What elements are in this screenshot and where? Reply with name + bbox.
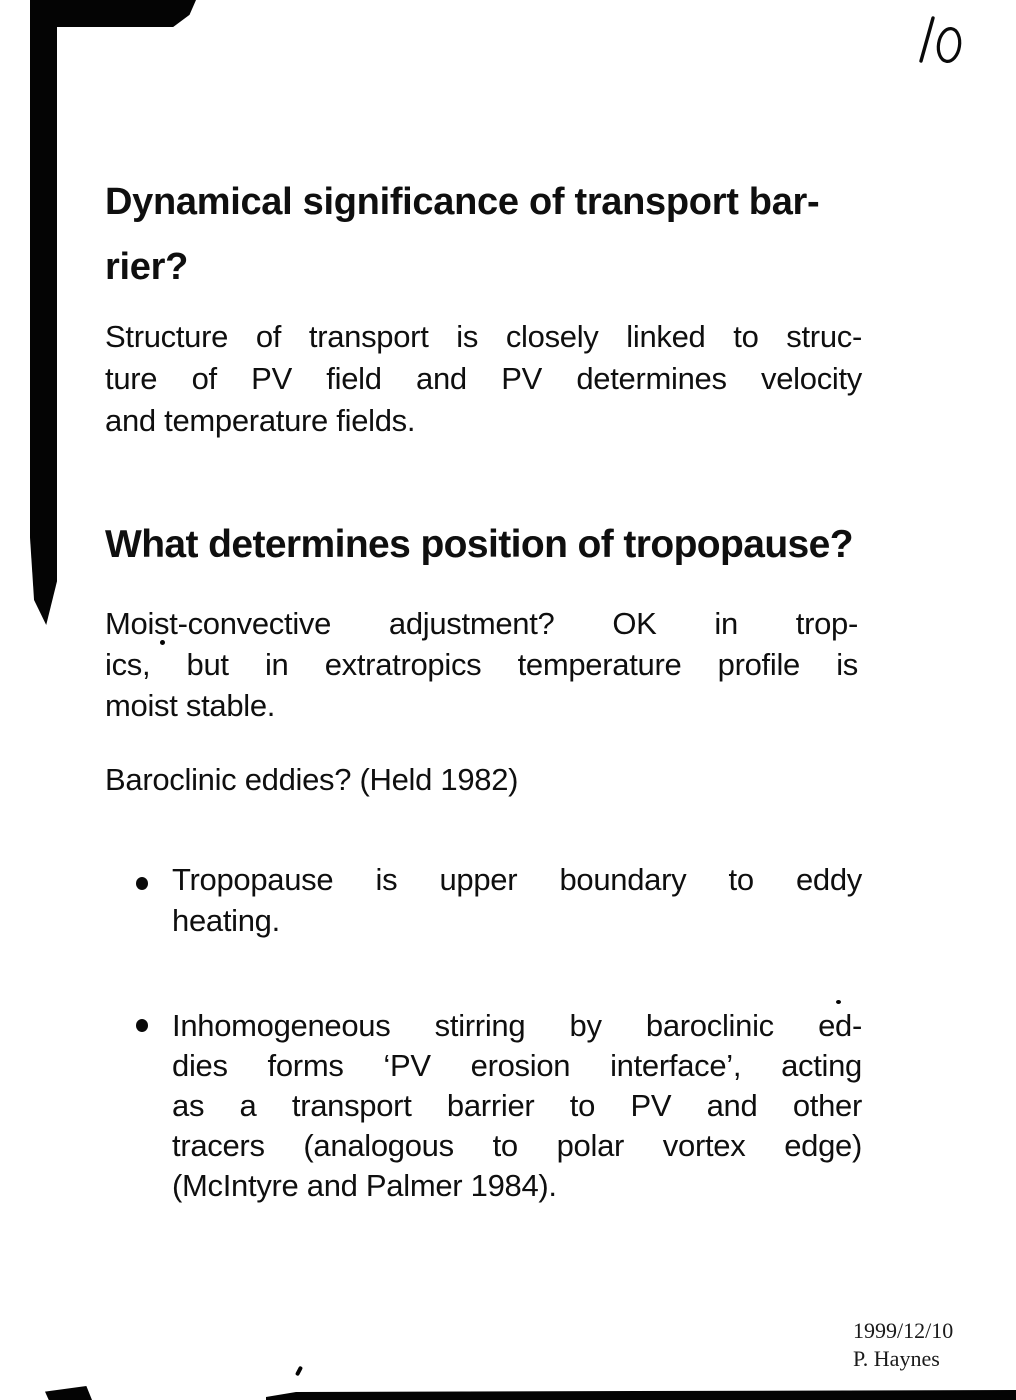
handwritten-page-number	[912, 14, 970, 75]
scan-artifact-speck	[295, 1366, 303, 1377]
scan-artifact-left-bar	[30, 0, 57, 625]
text-line: moist stable.	[105, 688, 276, 723]
paragraph-moist-convective	[105, 603, 858, 726]
footer-date: 1999/12/10	[853, 1318, 954, 1343]
paragraph-baroclinic-eddies: Baroclinic eddies? (Held 1982)	[105, 762, 519, 797]
paragraph-structure-of-transport	[105, 316, 862, 442]
scan-artifact-top-bar	[33, 0, 196, 27]
text-line: Moist-convective adjustment? OK in trop-	[105, 606, 858, 641]
text-line: Inhomogeneous stirring by baroclinic ed-	[172, 1008, 862, 1043]
bullet-item-inhomogeneous-stirring	[172, 1006, 862, 1206]
text-line: Tropopause is upper boundary to eddy	[172, 862, 862, 897]
text-line: dies forms ‘PV erosion interface’, acting	[172, 1048, 862, 1083]
bullet-icon	[136, 1019, 148, 1032]
scan-artifact-bottom-bar	[266, 1390, 1016, 1400]
text-line: (McIntyre and Palmer 1984).	[172, 1168, 557, 1203]
text-line: ics, but in extratropics temperature profile is	[105, 647, 858, 682]
scan-artifact-speck	[836, 1000, 841, 1004]
text-line: and temperature fields.	[105, 403, 416, 438]
text-line: as a transport barrier to PV and other	[172, 1088, 862, 1123]
text-line: heating.	[172, 903, 280, 938]
scan-artifact-bottom-left-bar	[45, 1386, 92, 1400]
text-line: ture of PV field and PV determines velocity	[105, 361, 862, 396]
heading-line: Dynamical significance of transport bar-	[105, 181, 820, 223]
text-line: Structure of transport is closely linked to struc-	[105, 319, 862, 354]
bullet-icon	[136, 877, 148, 890]
footer-credit	[853, 1317, 983, 1373]
section-heading-transport-barrier	[105, 170, 955, 300]
footer-author: P. Haynes	[853, 1346, 940, 1371]
text-line: tracers (analogous to polar vortex edge)	[172, 1128, 862, 1163]
section-heading-tropopause-position: What determines position of tropopause?	[105, 523, 853, 566]
bullet-item-tropopause-boundary	[172, 859, 862, 941]
heading-line: rier?	[105, 246, 188, 288]
